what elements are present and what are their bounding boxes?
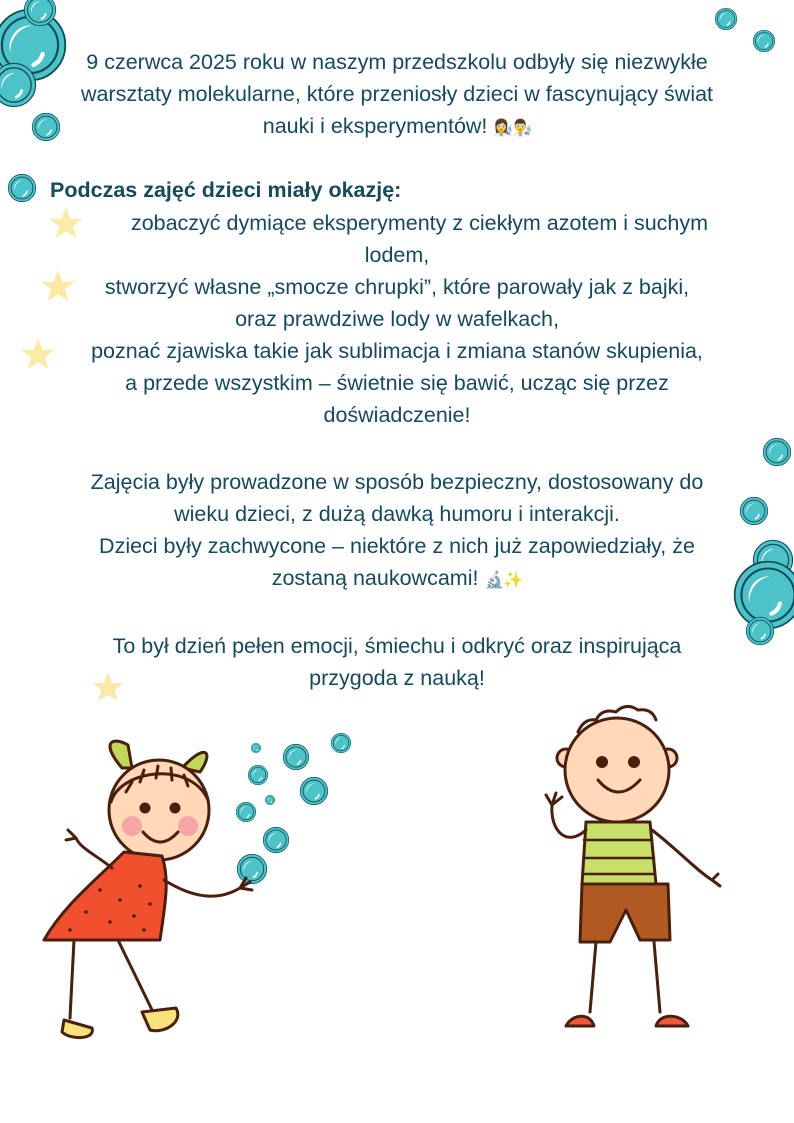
microscope-sparkles-emoji: 🔬✨: [484, 572, 523, 589]
intro-paragraph: [0, 46, 794, 145]
activities-heading: Podczas zajęć dzieci miały okazję:: [50, 178, 402, 202]
list-item: lodem,: [364, 243, 430, 267]
intro-line: nauki i eksperymentów! 👩‍🔬👨‍🔬: [262, 114, 532, 138]
list-item: oraz prawdziwe lody w wafelkach,: [235, 307, 559, 331]
activities-list: [0, 207, 794, 431]
list-item: zobaczyć dymiące eksperymenty z ciekłym azotem i suchym: [130, 211, 709, 235]
summary-paragraph: [0, 466, 794, 597]
list-item: poznać zjawiska takie jak sublimacja i zmiana stanów skupienia,: [91, 339, 703, 363]
intro-line: 9 czerwca 2025 roku w naszym przedszkolu odbyły się niezwykłe: [86, 50, 708, 74]
summary-line: wieku dzieci, z dużą dawką humoru i interakcji.: [174, 502, 620, 526]
intro-line: warsztaty molekularne, które przeniosły dzieci w fascynujący świat: [80, 82, 714, 106]
summary-line: Dzieci były zachwycone – niektóre z nich już zapowiedziały, że: [99, 534, 695, 558]
summary-line: Zajęcia były prowadzone w sposób bezpieczny, dostosowany do: [90, 470, 704, 494]
list-item: doświadczenie!: [323, 403, 471, 427]
list-item: a przede wszystkim – świetnie się bawić, ucząc się przez: [125, 371, 669, 395]
girl-illustration: [44, 733, 351, 1038]
boy-illustration: [546, 706, 720, 1026]
list-item: stworzyć własne „smocze chrupki”, które parowały jak z bajki,: [104, 275, 690, 299]
closing-line: przygoda z nauką!: [309, 666, 485, 690]
scientists-emoji: 👩‍🔬👨‍🔬: [493, 120, 532, 137]
closing-line: To był dzień pełen emocji, śmiechu i odkryć oraz inspirująca: [112, 634, 682, 658]
closing-paragraph: [0, 630, 794, 694]
summary-line: zostaną naukowcami! 🔬✨: [271, 566, 523, 590]
